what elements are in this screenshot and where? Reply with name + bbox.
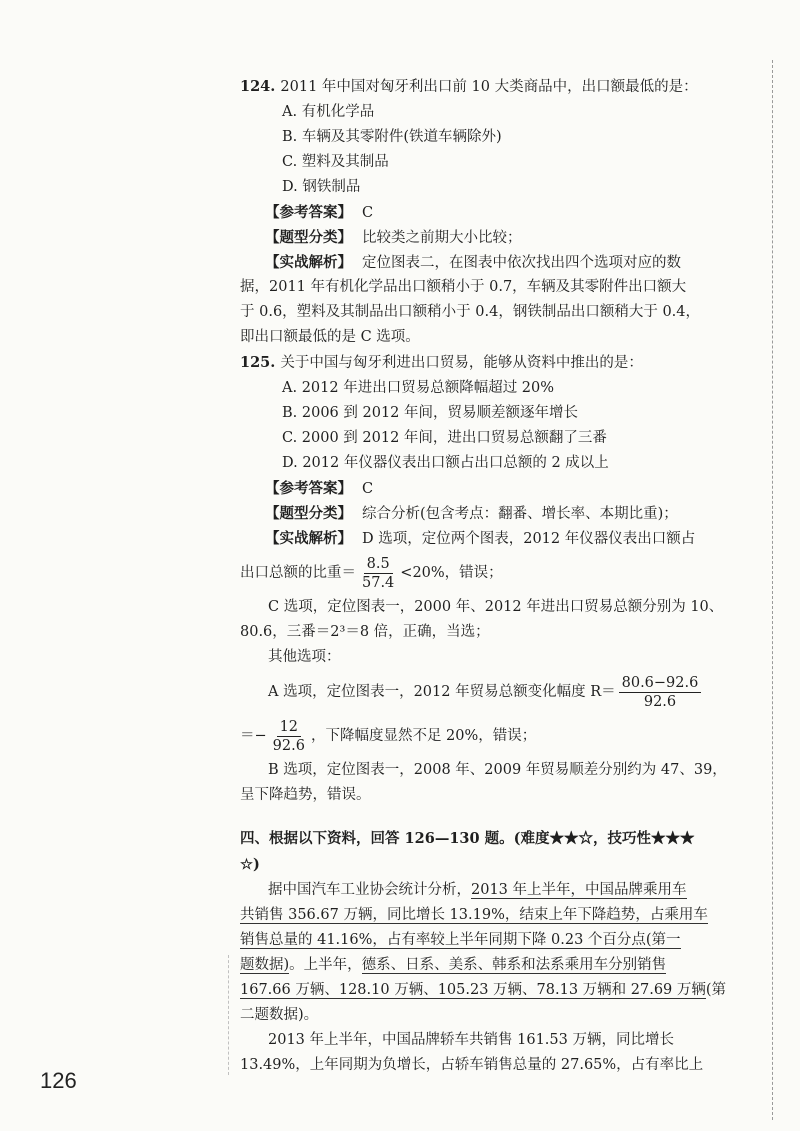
option-b: B. 2006 到 2012 年间，贸易顺差额逐年增长 xyxy=(282,405,579,421)
passage-text: 据中国汽车工业协会统计分析， xyxy=(268,882,471,898)
section-heading-cont: ☆) xyxy=(240,856,260,873)
margin-dashed-rule xyxy=(772,60,773,1120)
passage-line xyxy=(240,928,730,953)
a2-fraction xyxy=(270,718,308,755)
analysis-line xyxy=(240,250,730,275)
a2-suffix: ，下降幅度显然不足 20%，错误； xyxy=(310,728,537,744)
passage-line xyxy=(240,903,730,928)
answer-value: C xyxy=(362,481,374,497)
option-a: A. 有机化学品 xyxy=(282,104,375,120)
answer-tag: 【参考答案】 xyxy=(265,480,352,497)
analysis-tag: 【实战解析】 xyxy=(265,254,352,271)
fraction-numerator: 8.5 xyxy=(364,555,393,574)
passage-line xyxy=(240,878,730,903)
option-c: C. 2000 到 2012 年间，进出口贸易总额翻了三番 xyxy=(282,430,607,446)
fraction-numerator: 80.6−92.6 xyxy=(619,674,702,693)
option-b-analysis: B 选项，定位图表一，2008 年、2009 年贸易顺差分别约为 47、39， xyxy=(268,762,727,778)
type-line xyxy=(240,225,730,250)
passage-line: 13.49%，上年同期为负增长，占轿车销售总量的 27.65%，占有率比上 xyxy=(240,1057,704,1073)
a-prefix: A 选项，定位图表一，2012 年贸易总额变化幅度 R＝ xyxy=(268,684,616,700)
type-value: 综合分析(包含考点：翻番、增长率、本期比重)； xyxy=(362,506,678,522)
passage-line xyxy=(240,978,730,1003)
option-b-analysis-cont: 呈下降趋势，错误。 xyxy=(240,787,371,803)
type-value: 比较类之前期大小比较； xyxy=(362,230,522,246)
fraction-denominator: 92.6 xyxy=(643,693,677,710)
passage-underlined: 共销售 356.67 万辆，同比增长 13.19%，结束上年下降趋势，占乘用车 xyxy=(240,907,708,923)
option-c-analysis-cont: 80.6，三番＝2³＝8 倍，正确，当选； xyxy=(240,624,490,640)
question-number: 124. xyxy=(240,78,276,95)
analysis-body-line: 于 0.6，塑料及其制品出口额稍小于 0.4，钢铁制品出口额稍大于 0.4， xyxy=(240,304,701,320)
ratio-fraction xyxy=(359,555,397,592)
ratio-prefix: 出口总额的比重＝ xyxy=(240,565,356,581)
passage-text: (第 xyxy=(705,982,727,998)
fraction-denominator: 57.4 xyxy=(362,574,395,591)
option-a: A. 2012 年进出口贸易总额降幅超过 20% xyxy=(282,380,555,396)
answer-tag: 【参考答案】 xyxy=(265,204,352,221)
other-options-label: 其他选项： xyxy=(268,649,341,665)
question-125-title xyxy=(240,350,730,376)
analysis-text: 定位图表二，在图表中依次找出四个选项对应的数 xyxy=(362,255,681,271)
question-124-title xyxy=(240,74,730,100)
answer-value: C xyxy=(362,205,374,221)
option-a-formula-line xyxy=(240,670,730,714)
option-d: D. 钢铁制品 xyxy=(282,179,361,195)
passage-underlined: 2013 年上半年，中国品牌乘用车 xyxy=(471,882,687,898)
type-tag: 【题型分类】 xyxy=(265,229,352,246)
analysis-body-line: 据，2011 年有机化学品出口额稍小于 0.7，车辆及其零附件出口额大 xyxy=(240,279,687,295)
analysis-body-line: 即出口额最低的是 C 选项。 xyxy=(240,329,420,345)
passage-line: 2013 年上半年，中国品牌轿车共销售 161.53 万辆，同比增长 xyxy=(268,1032,674,1048)
left-dashed-rule xyxy=(228,955,229,1075)
analysis-text: D 选项，定位两个图表，2012 年仪器仪表出口额占 xyxy=(362,531,696,547)
analysis-tag: 【实战解析】 xyxy=(265,530,352,547)
option-d: D. 2012 年仪器仪表出口额占出口总额的 2 成以上 xyxy=(282,455,609,471)
analysis-line xyxy=(240,526,730,551)
passage-line: 二题数据)。 xyxy=(240,1007,319,1023)
type-line xyxy=(240,501,730,526)
fraction-denominator: 92.6 xyxy=(272,737,305,754)
question-text: 关于中国与匈牙利进出口贸易，能够从资料中推出的是： xyxy=(280,355,643,371)
section-heading: 四、根据以下资料，回答 126—130 题。(难度★★☆，技巧性★★★ xyxy=(240,830,695,847)
answer-line xyxy=(240,200,730,225)
a-fraction xyxy=(619,674,702,711)
question-number: 125. xyxy=(240,354,276,371)
passage-underlined: 德系、日系、美系、韩系和法系乘用车分别销售 xyxy=(361,957,667,973)
option-c-analysis: C 选项，定位图表一，2000 年、2012 年进出口贸易总额分别为 10、 xyxy=(268,599,724,615)
fraction-numerator: 12 xyxy=(277,718,301,737)
ratio-suffix: <20%，错误； xyxy=(400,565,503,581)
passage-underlined: 题数据) xyxy=(240,957,290,973)
type-tag: 【题型分类】 xyxy=(265,505,352,522)
passage-line xyxy=(240,953,730,978)
option-c: C. 塑料及其制品 xyxy=(282,154,389,170)
passage-underlined: 销售总量的 41.16%，占有率较上半年同期下降 0.23 个百分点(第一 xyxy=(240,932,681,948)
page-number: 126 xyxy=(40,1068,77,1093)
passage-underlined: 167.66 万辆、128.10 万辆、105.23 万辆、78.13 万辆和 27.69 万辆 xyxy=(240,982,706,998)
ratio-formula-line xyxy=(240,551,730,595)
option-a-formula-line-2 xyxy=(240,714,730,758)
question-text: 2011 年中国对匈牙利出口前 10 大类商品中，出口额最低的是： xyxy=(280,79,698,95)
passage-text: 。上半年， xyxy=(289,957,362,973)
answer-line xyxy=(240,476,730,501)
a2-prefix: ＝− xyxy=(240,728,267,744)
page-content xyxy=(240,74,730,1078)
option-b: B. 车辆及其零附件(铁道车辆除外) xyxy=(282,129,502,145)
